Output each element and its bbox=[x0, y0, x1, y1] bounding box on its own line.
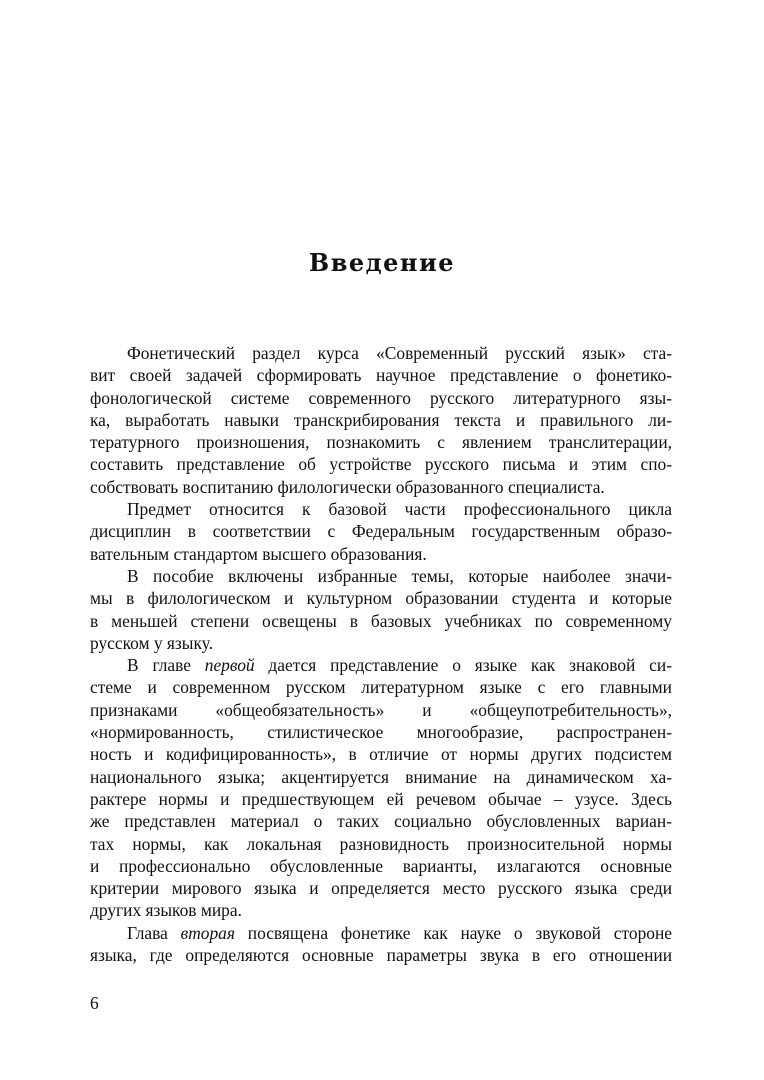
page-number: 6 bbox=[90, 993, 99, 1013]
italic-word: вторая bbox=[180, 922, 235, 943]
text-line: вит своей задачей сформировать научное представление о фонетико- bbox=[90, 365, 672, 386]
text-line: же представлен материал о таких социально обусловленных вариан- bbox=[90, 811, 672, 832]
paragraph-1 bbox=[90, 342, 672, 498]
text-line: составить представление об устройстве русского письма и этим спо- bbox=[90, 454, 672, 475]
text-line: рактере нормы и предшествующем ей речевом обычае – узусе. Здесь bbox=[90, 788, 672, 809]
text-line: других языков мира. bbox=[90, 900, 242, 921]
text-line: стеме и современном русском литературном языке с его главными bbox=[90, 677, 672, 698]
text-line: национального языка; акцентируется внимание на динамическом ха- bbox=[90, 766, 672, 787]
text-fragment: посвящена фонетике как науке о звуковой стороне bbox=[234, 922, 672, 943]
text-line: фонологической системе современного русского литературного язы- bbox=[90, 387, 672, 408]
text-line: ность и кодифицированность», в отличие от нормы других подсистем bbox=[90, 744, 672, 765]
paragraph-4 bbox=[90, 654, 672, 922]
text-line: признаками «общеобязательность» и «общеупотребительность», bbox=[90, 699, 672, 720]
paragraph-3 bbox=[90, 565, 672, 654]
text-line bbox=[90, 654, 672, 676]
text-line: и профессионально обусловленные варианты, излагаются основные bbox=[90, 855, 672, 876]
italic-word: первой bbox=[204, 655, 255, 676]
text-line: тературного произношения, познакомить с явлением транслитерации, bbox=[90, 432, 672, 453]
body-text bbox=[90, 342, 672, 966]
text-line: вательным стандартом высшего образования. bbox=[90, 543, 427, 564]
text-fragment: В главе bbox=[127, 655, 205, 676]
text-line: мы в филологическом и культурном образовании студента и которые bbox=[90, 588, 672, 609]
text-line: ка, выработать навыки транскрибирования текста и правильного ли- bbox=[90, 409, 672, 430]
paragraph-5 bbox=[90, 922, 672, 967]
text-line bbox=[90, 922, 672, 944]
text-line: тах нормы, как локальная разновидность произносительной нормы bbox=[90, 833, 672, 854]
text-line: В пособие включены избранные темы, которые наиболее значи- bbox=[127, 565, 672, 586]
text-fragment: Глава bbox=[127, 922, 181, 943]
text-line: Фонетический раздел курса «Современный русский язык» ста- bbox=[127, 343, 672, 363]
text-line: Предмет относится к базовой части профессионального цикла bbox=[127, 499, 672, 520]
text-line: в меньшей степени освещены в базовых учебниках по современному bbox=[90, 610, 672, 631]
text-fragment: дается представление о языке как знаковой си- bbox=[254, 655, 672, 676]
text-line: критерии мирового языка и определяется место русского языка среди bbox=[90, 878, 672, 899]
page-title: Введение bbox=[308, 248, 456, 277]
text-line: дисциплин в соответствии с Федеральным государственным образо- bbox=[90, 521, 672, 542]
text-line: «нормированность, стилистическое многообразие, распространен- bbox=[90, 722, 672, 743]
text-line: языка, где определяются основные параметры звука в его отношении bbox=[90, 945, 672, 966]
text-line: русском у языку. bbox=[90, 632, 213, 653]
text-line: собствовать воспитанию филологически образованного специалиста. bbox=[90, 476, 605, 497]
paragraph-2 bbox=[90, 498, 672, 565]
